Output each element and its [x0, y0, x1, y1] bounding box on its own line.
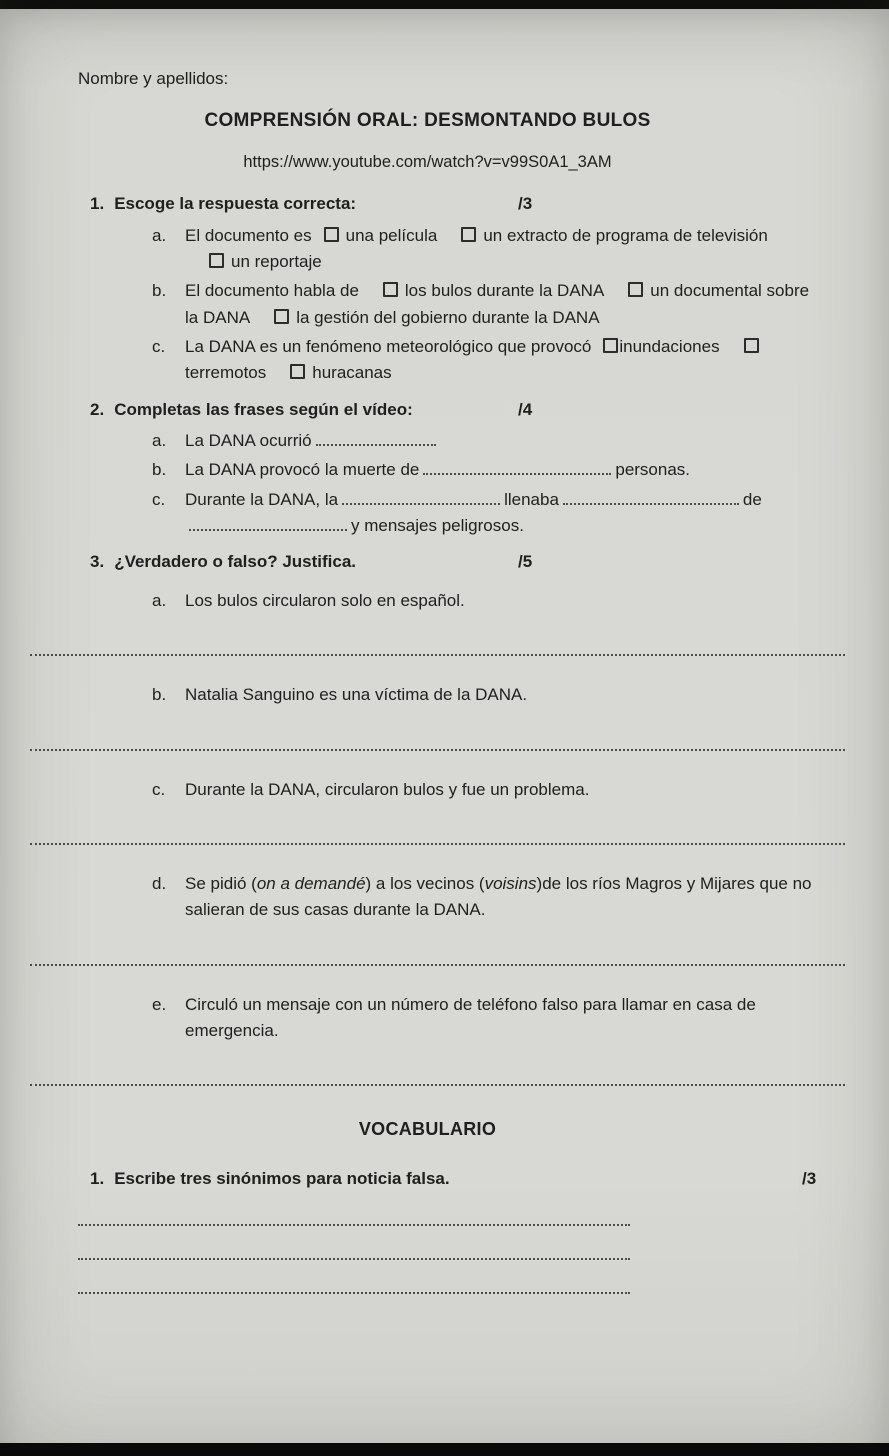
- sentence-part: ) a los vecinos (: [365, 873, 485, 893]
- item-letter: c.: [152, 337, 166, 357]
- sentence-part: La DANA ocurrió: [185, 431, 312, 451]
- q3-item-c: [152, 777, 845, 803]
- q1-item-c: [152, 334, 845, 387]
- checkbox-icon: [209, 253, 224, 268]
- statement-text: Natalia Sanguino es una víctima de la DANA.: [185, 685, 528, 705]
- statement-text: Circuló un mensaje con un número de teléfono falso para llamar en casa de emergencia.: [185, 994, 756, 1040]
- vocab-q1-number: 1.: [90, 1169, 105, 1189]
- section1-heading: [90, 191, 845, 217]
- item-text: [185, 457, 690, 483]
- item-letter: a.: [152, 225, 167, 245]
- option-label: terremotos: [185, 363, 267, 383]
- option-label: un extracto de programa de televisión: [483, 225, 768, 245]
- checkbox-icon: [274, 309, 289, 324]
- section3-heading: [90, 549, 845, 575]
- item-letter: a.: [152, 590, 167, 610]
- statement-text: Los bulos circularon solo en español.: [185, 590, 465, 610]
- statement-text: Durante la DANA, circularon bulos y fue un problema.: [185, 779, 590, 799]
- section2-score: /4: [518, 399, 533, 419]
- q2-item-a: [152, 428, 845, 454]
- sentence-part: y mensajes peligrosos.: [351, 516, 524, 536]
- answer-line: [30, 1078, 845, 1086]
- answer-line: [78, 1252, 630, 1260]
- section2-title: Completas las frases según el vídeo:: [114, 399, 413, 419]
- page-title: COMPRENSIÓN ORAL: DESMONTANDO BULOS: [204, 110, 651, 132]
- answer-line: [30, 837, 845, 845]
- sentence-part: )de los ríos Magros y Mijares que no salieran de sus casas durante la DANA.: [185, 873, 812, 920]
- sentence-part: Durante la DANA, la: [185, 489, 339, 509]
- checkbox-icon: [603, 338, 618, 353]
- option-label: un documental sobre la DANA: [185, 281, 810, 327]
- q2-item-c: [152, 487, 845, 540]
- option-label: un reportaje: [231, 252, 322, 272]
- vocab-section: [78, 1166, 845, 1294]
- answer-line: [30, 743, 845, 751]
- section-1: [78, 191, 845, 386]
- option-label: una película: [345, 225, 438, 245]
- option-label: la gestión del gobierno durante la DANA: [296, 307, 600, 327]
- section3-title: ¿Verdadero o falso? Justifica.: [114, 552, 357, 572]
- item-letter: c.: [152, 779, 166, 799]
- sentence-part: llenaba: [504, 489, 559, 509]
- checkbox-icon: [744, 338, 759, 353]
- section3-score: /5: [518, 552, 533, 572]
- item-text: [185, 223, 813, 276]
- checkbox-icon: [461, 227, 476, 242]
- option-lead: El documento es: [185, 225, 312, 245]
- name-label: Nombre y apellidos:: [78, 69, 229, 88]
- section-2: [78, 397, 845, 540]
- vocab-q1-score: /3: [802, 1169, 817, 1189]
- q3-item-b: [152, 682, 845, 708]
- item-text: [185, 334, 813, 387]
- item-letter: e.: [152, 994, 167, 1014]
- option-label: los bulos durante la DANA: [404, 281, 605, 301]
- item-text: [185, 278, 813, 331]
- fill-blank: [423, 461, 611, 475]
- answer-line: [30, 958, 845, 966]
- vocab-q1-title: Escribe tres sinónimos para noticia falsa.: [114, 1169, 450, 1189]
- item-text: [185, 428, 440, 454]
- vocab-q1-heading: [90, 1166, 845, 1192]
- item-letter: b.: [152, 685, 167, 705]
- answer-line: [30, 648, 845, 656]
- item-letter: b.: [152, 281, 167, 301]
- item-letter: c.: [152, 489, 166, 509]
- checkbox-icon: [383, 282, 398, 297]
- item-letter: b.: [152, 460, 167, 480]
- fill-blank: [342, 491, 500, 505]
- checkbox-icon: [628, 282, 643, 297]
- video-url: https://www.youtube.com/watch?v=v99S0A1_3AM: [243, 152, 612, 171]
- statement-text: [185, 871, 813, 924]
- q2-item-b: [152, 457, 845, 483]
- option-lead: El documento habla de: [185, 281, 359, 301]
- section1-score: /3: [518, 194, 533, 214]
- checkbox-icon: [324, 227, 339, 242]
- section2-number: 2.: [90, 399, 105, 419]
- fill-blank: [189, 517, 347, 531]
- sentence-part-italic: on a demandé: [256, 873, 366, 893]
- fill-blank: [563, 491, 739, 505]
- sentence-part: La DANA provocó la muerte de: [185, 460, 420, 480]
- item-letter: a.: [152, 431, 167, 451]
- item-letter: d.: [152, 873, 167, 893]
- q1-item-a: [152, 223, 845, 276]
- section1-title: Escoge la respuesta correcta:: [114, 194, 357, 214]
- answer-line: [78, 1286, 630, 1294]
- sentence-part: Se pidió (: [185, 873, 257, 893]
- section2-heading: [90, 397, 845, 423]
- q3-item-e: [152, 992, 845, 1045]
- answer-line: [78, 1218, 630, 1226]
- option-label: inundaciones: [619, 337, 720, 357]
- section1-number: 1.: [90, 194, 105, 214]
- option-label: huracanas: [312, 363, 392, 383]
- fill-blank: [316, 432, 436, 446]
- item-text: [185, 487, 813, 540]
- sentence-part-italic: voisins: [484, 873, 537, 893]
- option-lead: La DANA es un fenómeno meteorológico que provocó: [185, 337, 592, 357]
- q3-item-d: [152, 871, 845, 924]
- sentence-part: personas.: [615, 460, 691, 480]
- section-3: [78, 549, 845, 1086]
- checkbox-icon: [290, 364, 305, 379]
- q3-item-a: [152, 588, 845, 614]
- vocab-heading: VOCABULARIO: [358, 1119, 497, 1140]
- sentence-part: de: [742, 489, 762, 509]
- section3-number: 3.: [90, 552, 105, 572]
- q1-item-b: [152, 278, 845, 331]
- scan-bottom-edge: [0, 1443, 889, 1456]
